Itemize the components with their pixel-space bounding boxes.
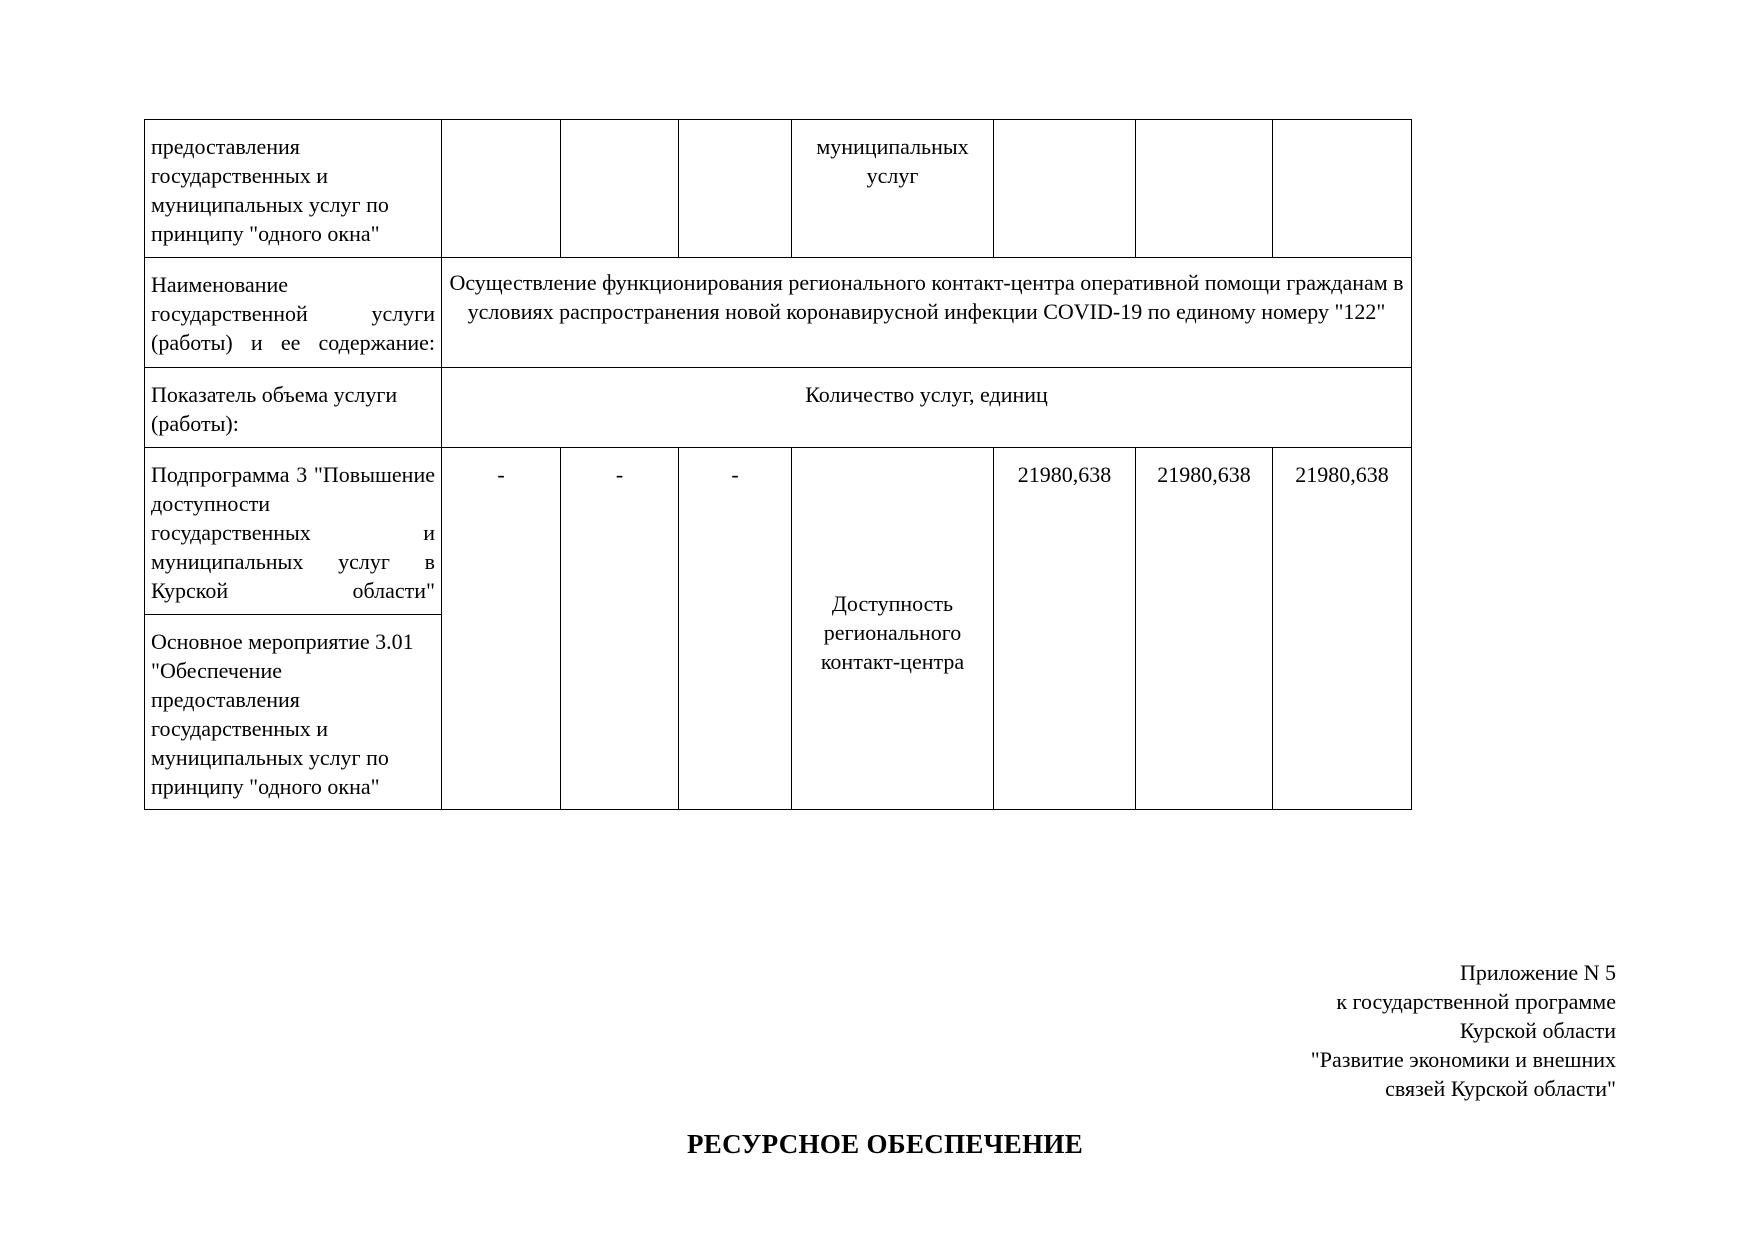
appendix-line: "Развитие экономики и внешних [1310, 1047, 1616, 1072]
table-cell: - [679, 448, 792, 810]
table-row [145, 258, 1412, 368]
table-cell [994, 120, 1136, 258]
appendix-line: к государственной программе [1336, 989, 1616, 1014]
section-heading: РЕСУРСНОЕ ОБЕСПЕЧЕНИЕ [686, 1129, 1084, 1159]
service-name: Осуществление функционирования регионального контакт-центра оперативной помощи гражданам в условиях распространения новой коронавирусной инфекции COVID-19 по единому номеру "122" [442, 258, 1412, 368]
table-cell [679, 120, 792, 258]
value-cell: 21980,638 [994, 448, 1136, 810]
table-cell [1273, 120, 1412, 258]
row-label: предоставления государственных и муниципальных услуг по принципу "одного окна" [145, 120, 442, 258]
value-cell: 21980,638 [1136, 448, 1273, 810]
table-cell: - [561, 448, 679, 810]
appendix-note [1311, 958, 1616, 1103]
table-row [145, 120, 1412, 258]
row-label: Основное мероприятие 3.01 "Обеспечение предоставления государственных и муниципальных услуг по принципу "одного окна" [145, 615, 442, 810]
table-cell [442, 120, 561, 258]
row-label: Подпрограмма 3 "Повышение доступности государственных и муниципальных услуг в Курской области" [145, 448, 442, 615]
program-table [144, 119, 1412, 810]
table-cell [561, 120, 679, 258]
appendix-line: связей Курской области" [1385, 1076, 1616, 1101]
table-cell [1136, 120, 1273, 258]
appendix-line: Курской области [1459, 1018, 1616, 1043]
row-label: Наименование государственной услуги (работы) и ее содержание: [145, 258, 442, 368]
indicator-cell: муниципальных услуг [792, 120, 994, 258]
table-cell: - [442, 448, 561, 810]
table-row [145, 448, 1412, 615]
appendix-line: Приложение N 5 [1460, 960, 1616, 985]
indicator-cell: Доступность регионального контакт-центра [792, 448, 994, 810]
table-row [145, 368, 1412, 448]
value-cell: 21980,638 [1273, 448, 1412, 810]
row-label: Показатель объема услуги (работы): [145, 368, 442, 448]
volume-indicator: Количество услуг, единиц [442, 368, 1412, 448]
